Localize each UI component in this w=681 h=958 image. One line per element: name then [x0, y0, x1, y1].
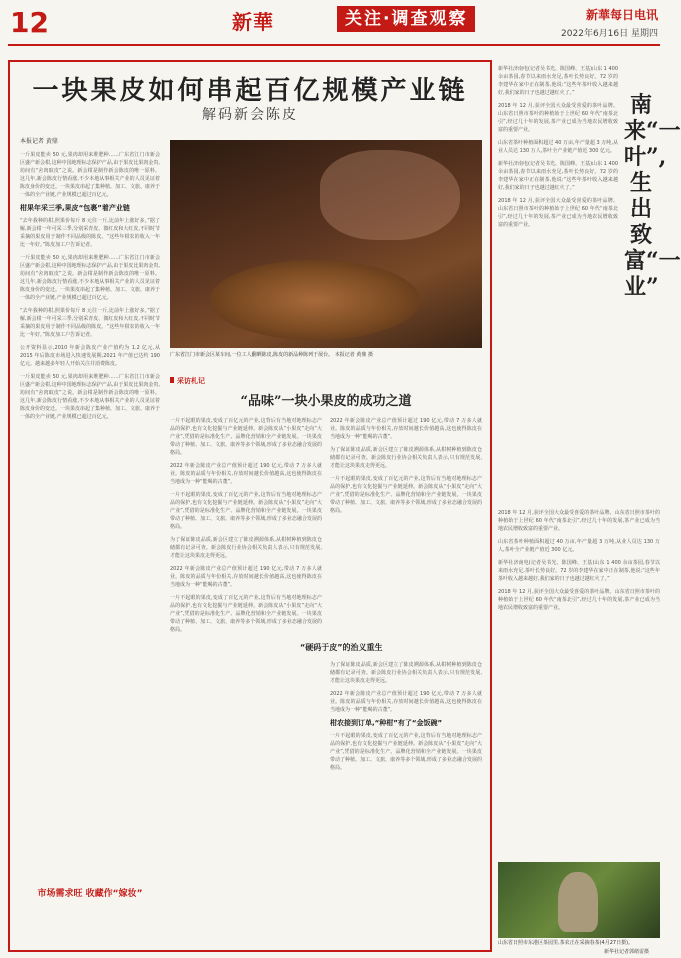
body-paragraph: 为了保证陈皮品质,新会区建立了陈皮溯源体系,从柑树种植到陈皮仓储都有记录可查。新会陈皮行业协会相关负责人表示,只有规范发展,才能让这块果皮走得更远。	[330, 447, 482, 469]
section-heading: 市场需求旺 收藏作“嫁妆”	[37, 889, 143, 899]
body-paragraph: 2022 年新会陈皮产业总产值预计超过 190 亿元,带动 7 万多人就业。陈皮的品质与年份相关,存放时间越长价值越高,这也使得陈皮在当地成为一种“能喝的古董”。	[330, 691, 482, 713]
sidebar-paragraph: 山东省茶叶种植面积超过 40 万亩,年产量超 3 万吨,从业人员达 130 万人,茶叶全产业链产值近 300 亿元。	[498, 539, 660, 553]
article-column-mid1	[170, 412, 322, 942]
body-paragraph: “去年我种的柑,照果价每斤 8 元往一斤,比前年上涨好多。”据了解,新会柑一年可采三季,分别采青皮、微红皮和大红皮,不同时节采摘的果皮用于制作不同品级的陈皮。“这些年柑农的收入一年比一年好。”陈皮加工户告诉记者。	[20, 218, 160, 248]
body-paragraph: 一片不起眼的果皮,变成了百亿元的产业,这背后有当地对地理标志产品的保护,也有文化挖掘与产业链延伸。新会陈皮从“小果皮”走向“大产业”,凭借的是标准化生产、品牌化营销和全产业链发展。一块果皮带动了种植、加工、文旅、康养等多个领域,形成了多业态融合发展的格局。	[170, 418, 322, 456]
body-paragraph: 一斤果皮能卖 50 元,果肉却用来堆肥种……广东省江门市新会区盛产新会柑,这种中国地理标志保护产品,由于果皮比果肉金贵,坊间有“舍肉取皮”之说。新会柑是制作新会陈皮的唯一原料。这几年,新会陈皮行情看涨,不少本地从事相关产业的人员见证着陈皮身价的变迁。一块果皮串起了集种植、加工、文旅、康养于一体的全产业链,产业规模已超过百亿元。	[20, 255, 161, 301]
body-paragraph: 一斤果皮能卖 50 元,果肉却用来堆肥种……广东省江门市新会区盛产新会柑,这种中国地理标志保护产品,由于果皮比果肉金贵,坊间有“舍肉取皮”之说。新会柑是制作新会陈皮的唯一原料。这几年,新会陈皮行情看涨,不少本地从事相关产业的人员见证着陈皮身价的变迁。一块果皮串起了集种植、加工、文旅、康养于一体的全产业链,产业规模已超过百亿元。	[20, 152, 161, 198]
photo-caption	[170, 352, 482, 359]
sidebar-paragraph: 山东省茶叶种植面积超过 40 万亩,年产量超 3 万吨,从业人员达 130 万人,茶叶全产业链产值近 300 亿元。	[498, 140, 618, 154]
body-paragraph: 2022 年新会陈皮产业总产值预计超过 190 亿元,带动 7 万多人就业。陈皮的品质与年份相关,存放时间越长价值越高,这也使得陈皮在当地成为一种“能喝的古董”。	[170, 566, 322, 588]
sidebar-photo-caption: 山东省日照市东港区茶园里,茶农正在采摘春茶(4月27日摄)。	[498, 940, 634, 946]
photo-figure	[558, 872, 598, 932]
article-column-left	[20, 138, 160, 882]
photo-peel-pile	[210, 260, 420, 340]
sidebar-title: 南来“一叶”,生出致富“一业”	[624, 92, 681, 300]
photo-hand	[320, 150, 460, 240]
sidebar-paragraph: 新华社济南电(记者吴书光、陈国峰、王基)山东 1 400 余亩茶园,春节以来雨水充足,茶叶长势良好。72 岁的李建华在家中正在制茶,他说:“这些年茶叶收入越来越好,我们家的日子也越过越红火了。”	[498, 66, 618, 96]
sidebar-paragraph: 新华社济南电(记者吴书光、陈国峰、王基)山东 1 400 余亩茶园,春节以来雨水充足,茶叶长势良好。72 岁的李建华在家中正在制茶,他说:“这些年茶叶收入越来越好,我们家的日子也越过越红火了。”	[498, 161, 618, 191]
body-paragraph: 一片不起眼的果皮,变成了百亿元的产业,这背后有当地对地理标志产品的保护,也有文化挖掘与产业链延伸。新会陈皮从“小果皮”走向“大产业”,凭借的是标准化生产、品牌化营销和全产业链发展。一块果皮带动了种植、加工、文旅、康养等多个领域,形成了多业态融合发展的格局。	[330, 733, 482, 771]
issue-date: 2022年6月16日 星期四	[561, 29, 658, 39]
article-column-mid2	[330, 412, 482, 638]
sidebar-photo	[498, 862, 660, 938]
header-rule	[8, 44, 660, 46]
section-heading: 柑果年采三季,果皮“包裹”着产业链	[20, 204, 130, 212]
body-paragraph: 为了保证陈皮品质,新会区建立了陈皮溯源体系,从柑树种植到陈皮仓储都有记录可查。新会陈皮行业协会相关负责人表示,只有规范发展,才能让这块果皮走得更远。	[330, 662, 482, 684]
body-paragraph: 一片不起眼的果皮,变成了百亿元的产业,这背后有当地对地理标志产品的保护,也有文化挖掘与产业链延伸。新会陈皮从“小果皮”走向“大产业”,凭借的是标准化生产、品牌化营销和全产业链发展。一块果皮带动了种植、加工、文旅、康养等多个领域,形成了多业态融合发展的格局。	[170, 492, 322, 530]
page-number: 12	[10, 6, 49, 39]
body-paragraph: “去年我种的柑,照果价每斤 8 元往一斤,比前年上涨好多。”据了解,新会柑一年可采三季,分别采青皮、微红皮和大红皮,不同时节采摘的果皮用于制作不同品级的陈皮。“这些年柑农的收入一年比一年好。”陈皮加工户告诉记者。	[20, 308, 160, 338]
sidebar-paragraph: 2018 年 12 月,获评全国大众最受喜爱的茶叶品牌。山东省日照市茶叶的种植始于上世纪 60 年代“南茶北引”,经过几十年的发展,茶产业已成为当地农民增收致富的重要产业。	[498, 510, 660, 532]
headline: 一块果皮如何串起百亿规模产业链	[32, 76, 468, 106]
section-heading: 柑农接到订单,“种柑”有了“金饭碗”	[330, 719, 443, 727]
article-photo	[170, 140, 482, 348]
essay-title: “品味”一块小果皮的成功之道	[240, 394, 412, 409]
sidebar-column-bottom	[498, 504, 660, 856]
body-paragraph: 2022 年新会陈皮产业总产值预计超过 190 亿元,带动 7 万多人就业。陈皮的品质与年份相关,存放时间越长价值越高,这也使得陈皮在当地成为一种“能喝的古董”。	[330, 418, 482, 440]
body-paragraph: 为了保证陈皮品质,新会区建立了陈皮溯源体系,从柑树种植到陈皮仓储都有记录可查。新会陈皮行业协会相关负责人表示,只有规范发展,才能让这块果皮走得更远。	[170, 537, 322, 559]
article-column-mid3	[330, 656, 482, 942]
sidebar-paragraph: 新华社济南电(记者吴书光、陈国峰、王基)山东 1 400 余亩茶园,春节以来雨水充足,茶叶长势良好。72 岁的李建华在家中正在制茶,他说:“这些年茶叶收入越来越好,我们家的日子也越过越红火了。”	[498, 560, 660, 582]
caption-text: 广东省江门市新会区某车间,一位工人翻晒陈皮,陈皮的新品种陈列于展台。	[170, 352, 334, 358]
body-paragraph: 公开资料显示,2010 年新会陈皮产业产值约为 1.2 亿元,从 2015 年后陈皮市场进入快速发展期,2021 年产值已达约 190 亿元。越来越多年轻人开始关注并消费陈皮。	[20, 345, 160, 367]
column-name: 关注·调查观察	[337, 6, 475, 32]
sidebar-paragraph: 2018 年 12 月,获评全国大众最受喜爱的茶叶品牌。山东省日照市茶叶的种植始于上世纪 60 年代“南茶北引”,经过几十年的发展,茶产业已成为当地农民增收致富的重要产业。	[498, 103, 618, 133]
brand-logo: 新華	[232, 10, 274, 34]
sidebar-column-top	[498, 60, 618, 500]
column-tag: 采访札记	[170, 376, 205, 386]
paper-name: 新華每日电讯	[585, 8, 658, 22]
subsection-heading: “硬码于皮”的治义重生	[300, 643, 383, 652]
body-paragraph: 一片不起眼的果皮,变成了百亿元的产业,这背后有当地对地理标志产品的保护,也有文化挖掘与产业链延伸。新会陈皮从“小果皮”走向“大产业”,凭借的是标准化生产、品牌化营销和全产业链发展。一块果皮带动了种植、加工、文旅、康养等多个领域,形成了多业态融合发展的格局。	[170, 595, 322, 633]
photo-credit: 本报记者 黄鼎 摄	[334, 352, 373, 358]
body-paragraph: 一斤果皮能卖 50 元,果肉却用来堆肥种……广东省江门市新会区盛产新会柑,这种中国地理标志保护产品,由于果皮比果肉金贵,坊间有“舍肉取皮”之说。新会柑是制作新会陈皮的唯一原料。这几年,新会陈皮行情看涨,不少本地从事相关产业的人员见证着陈皮身价的变迁。一块果皮串起了集种植、加工、文旅、康养于一体的全产业链,产业规模已超过百亿元。	[20, 374, 161, 420]
body-paragraph: 一片不起眼的果皮,变成了百亿元的产业,这背后有当地对地理标志产品的保护,也有文化挖掘与产业链延伸。新会陈皮从“小果皮”走向“大产业”,凭借的是标准化生产、品牌化营销和全产业链发展。一块果皮带动了种植、加工、文旅、康养等多个领域,形成了多业态融合发展的格局。	[330, 476, 482, 514]
sidebar-paragraph: 2018 年 12 月,获评全国大众最受喜爱的茶叶品牌。山东省日照市茶叶的种植始于上世纪 60 年代“南茶北引”,经过几十年的发展,茶产业已成为当地农民增收致富的重要产业。	[498, 589, 660, 611]
sidebar-photo-credit: 新华社记者郭绪雷摄	[604, 949, 650, 955]
subheadline: 解码新会陈皮	[202, 107, 298, 123]
page-header	[0, 0, 668, 46]
byline: 本报记者 黄鼎	[20, 138, 58, 145]
sidebar-paragraph: 2018 年 12 月,获评全国大众最受喜爱的茶叶品牌。山东省日照市茶叶的种植始于上世纪 60 年代“南茶北引”,经过几十年的发展,茶产业已成为当地农民增收致富的重要产业。	[498, 198, 618, 228]
body-paragraph: 2022 年新会陈皮产业总产值预计超过 190 亿元,带动 7 万多人就业。陈皮的品质与年份相关,存放时间越长价值越高,这也使得陈皮在当地成为一种“能喝的古董”。	[170, 463, 322, 485]
